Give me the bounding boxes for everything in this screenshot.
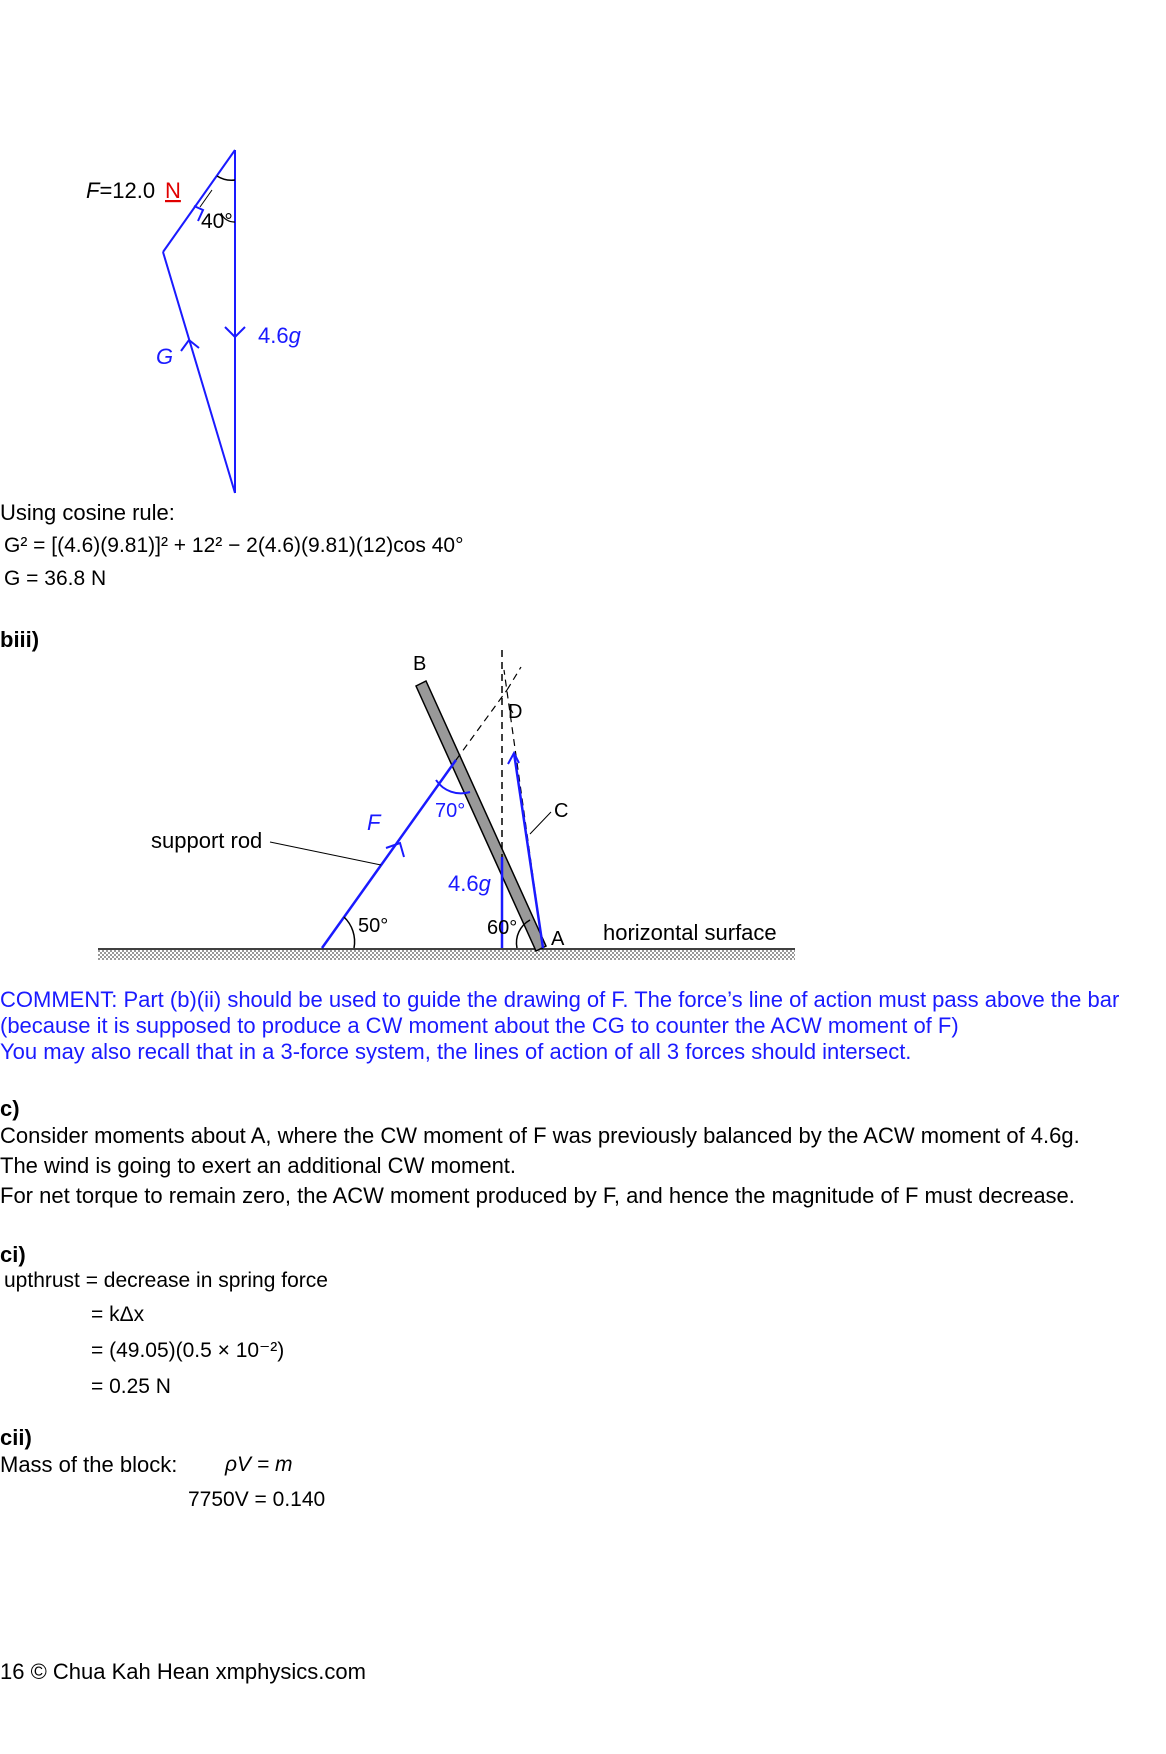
part-ci-heading: ci) (0, 1242, 26, 1267)
angle-40-label: 40° (201, 210, 233, 233)
comment-line-3: You may also recall that in a 3-force system, the lines of action of all 3 forces should intersect. (0, 1039, 912, 1064)
part-ci-line-2: = kΔx (91, 1303, 145, 1326)
part-cii-eq-2: 7750V = 0.140 (188, 1488, 326, 1511)
angle-arc-50 (344, 917, 355, 948)
part-c-line-2: The wind is going to exert an additional CW moment. (0, 1153, 517, 1178)
weight-label: 4.6g (258, 323, 301, 348)
cosine-result: G = 36.8 N (4, 567, 107, 590)
g-label: G (156, 344, 174, 369)
angle-70-label: 70° (435, 800, 466, 822)
f-rod-label: F (367, 810, 381, 835)
f-unit: N (165, 178, 181, 203)
label-b: B (413, 653, 427, 675)
comment-line-2: (because it is supposed to produce a CW moment about the CG to counter the ACW moment of F) (0, 1013, 959, 1038)
part-ci-line-4: = 0.25 N (91, 1375, 171, 1398)
part-cii-eq-1: ρV = m (225, 1453, 293, 1476)
f-label: F=12.0 (86, 178, 156, 203)
part-cii-label: Mass of the block: (0, 1452, 178, 1477)
angle-60-label: 60° (487, 917, 518, 939)
angle-50-label: 50° (358, 915, 389, 937)
ground-hatch (98, 950, 795, 960)
support-rod-label: support rod (151, 828, 263, 853)
cosine-heading: Using cosine rule: (0, 500, 175, 525)
cosine-equation: G² = [(4.6)(9.81)]² + 12² − 2(4.6)(9.81)(12)cos 40° (4, 534, 464, 557)
part-c-line-1: Consider moments about A, where the CW moment of F was previously balanced by the ACW moment of 4.6g. (0, 1123, 1080, 1148)
part-ci-line-3: = (49.05)(0.5 × 10⁻²) (91, 1339, 285, 1362)
label-c: C (554, 800, 569, 822)
biii-heading: biii) (0, 627, 40, 652)
weight-rod-label: 4.6g (448, 871, 491, 896)
part-c-line-3: For net torque to remain zero, the ACW moment produced by F, and hence the magnitude of F must decrease. (0, 1183, 1075, 1208)
arrow-reaction-icon (508, 753, 519, 764)
horizontal-surface-label: horizontal surface (603, 920, 777, 945)
comment-line-1: COMMENT: Part (b)(ii) should be used to guide the drawing of F. The force’s line of action must pass above the bar (0, 987, 1120, 1012)
part-cii-heading: cii) (0, 1425, 32, 1450)
support-rod-force (322, 760, 456, 948)
part-c-heading: c) (0, 1096, 20, 1121)
label-a: A (551, 928, 565, 950)
part-ci-line-1: upthrust = decrease in spring force (4, 1269, 328, 1292)
label-d: D (508, 701, 523, 723)
page-footer: 16 © Chua Kah Hean xmphysics.com (0, 1659, 366, 1684)
